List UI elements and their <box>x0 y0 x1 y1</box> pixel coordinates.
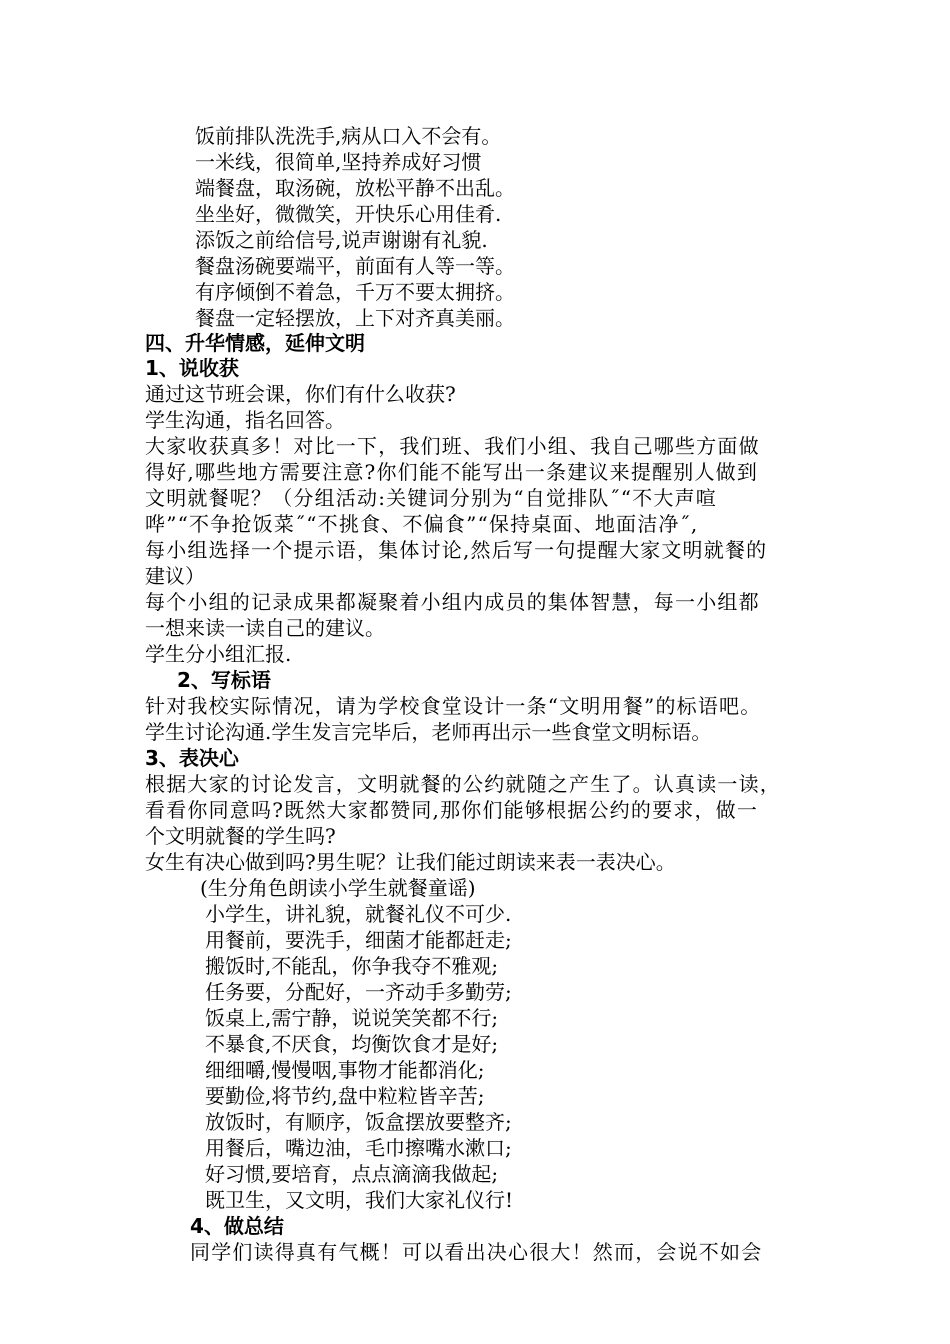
rhyme-line: 饭前排队洗洗手,病从口入不会有。 <box>195 124 502 148</box>
rhyme-line: 好习惯,要培育，点点滴滴我做起; <box>205 1162 499 1186</box>
paragraph-line: 建议） <box>145 564 205 588</box>
rhyme-line: 搬饭时,不能乱，你争我夺不雅观; <box>205 954 499 978</box>
rhyme-line: 细细嚼,慢慢咽,事物才能都消化; <box>205 1058 485 1082</box>
paragraph-line: 女生有决心做到吗?男生呢？让我们能过朗读来表一表决心。 <box>145 850 676 874</box>
rhyme-line: 要勤俭,将节约,盘中粒粒皆辛苦; <box>205 1084 485 1108</box>
paragraph-line: 学生沟通，指名回答。 <box>145 408 345 432</box>
paragraph-line: 同学们读得真有气概！可以看出决心很大！然而，会说不如会 <box>190 1240 763 1264</box>
rhyme-line: 餐盘一定轻摆放，上下对齐真美丽。 <box>195 306 515 330</box>
paragraph-line: 看看你同意吗?既然大家都赞同,那你们能够根据公约的要求，做一 <box>145 798 759 822</box>
rhyme-line: 用餐前，要洗手，细菌才能都赶走; <box>205 928 512 952</box>
paragraph-line: 通过这节班会课，你们有什么收获? <box>145 382 456 406</box>
rhyme-line: 用餐后，嘴边油，毛巾擦嘴水漱口; <box>205 1136 512 1160</box>
rhyme-line: 不暴食,不厌食，均衡饮食才是好; <box>205 1032 499 1056</box>
rhyme-line: 餐盘汤碗要端平，前面有人等一等。 <box>195 254 515 278</box>
paragraph-line: 一想来读一读自己的建议。 <box>145 616 385 640</box>
rhyme-line: 小学生，讲礼貌，就餐礼仪不可少. <box>205 902 512 926</box>
reading-note: (生分角色朗读小学生就餐童谣) <box>200 876 476 900</box>
rhyme-line: 有序倾倒不着急，千万不要太拥挤。 <box>195 280 515 304</box>
subsection-heading: 2、写标语 <box>177 668 271 692</box>
paragraph-line: 每小组选择一个提示语，集体讨论,然后写一句提醒大家文明就餐的 <box>145 538 768 562</box>
subsection-heading: 4、做总结 <box>190 1214 284 1238</box>
rhyme-line: 一米线，很简单,坚持养成好习惯 <box>195 150 482 174</box>
paragraph-line: 每个小组的记录成果都凝聚着小组内成员的集体智慧，每一小组都 <box>145 590 760 614</box>
section-heading: 四、升华情感，延伸文明 <box>145 331 365 355</box>
paragraph-line: 大家收获真多！对比一下，我们班、我们小组、我自己哪些方面做 <box>145 434 760 458</box>
rhyme-line: 添饭之前给信号,说声谢谢有礼貌. <box>195 228 488 252</box>
rhyme-line: 坐坐好，微微笑，开快乐心用佳肴. <box>195 202 502 226</box>
paragraph-line: 得好,哪些地方需要注意?你们能不能写出一条建议来提醒别人做到 <box>145 460 759 484</box>
paragraph-line: 文明就餐呢？（分组活动:关键词分别为“自觉排队˝“不大声喧 <box>145 486 717 510</box>
rhyme-line: 放饭时，有顺序，饭盒摆放要整齐; <box>205 1110 512 1134</box>
rhyme-line: 端餐盘，取汤碗，放松平静不出乱。 <box>195 176 515 200</box>
paragraph-line: 个文明就餐的学生吗? <box>145 824 336 848</box>
subsection-heading: 3、表决心 <box>145 746 239 770</box>
rhyme-line: 任务要，分配好，一齐动手多勤劳; <box>205 980 512 1004</box>
subsection-heading: 1、说收获 <box>145 356 239 380</box>
paragraph-line: 哗”“不争抢饭菜˝“不挑食、不偏食”“保持桌面、地面洁净˝, <box>145 512 699 536</box>
rhyme-line: 既卫生，又文明，我们大家礼仪行! <box>205 1188 514 1212</box>
paragraph-line: 学生分小组汇报. <box>145 642 292 666</box>
paragraph-line: 针对我校实际情况，请为学校食堂设计一条“文明用餐”的标语吧。 <box>145 694 762 718</box>
paragraph-line: 根据大家的讨论发言，文明就餐的公约就随之产生了。认真读一读， <box>145 772 781 796</box>
rhyme-line: 饭桌上,需宁静，说说笑笑都不行; <box>205 1006 499 1030</box>
paragraph-line: 学生讨论沟通.学生发言完毕后，老师再出示一些食堂文明标语。 <box>145 720 712 744</box>
